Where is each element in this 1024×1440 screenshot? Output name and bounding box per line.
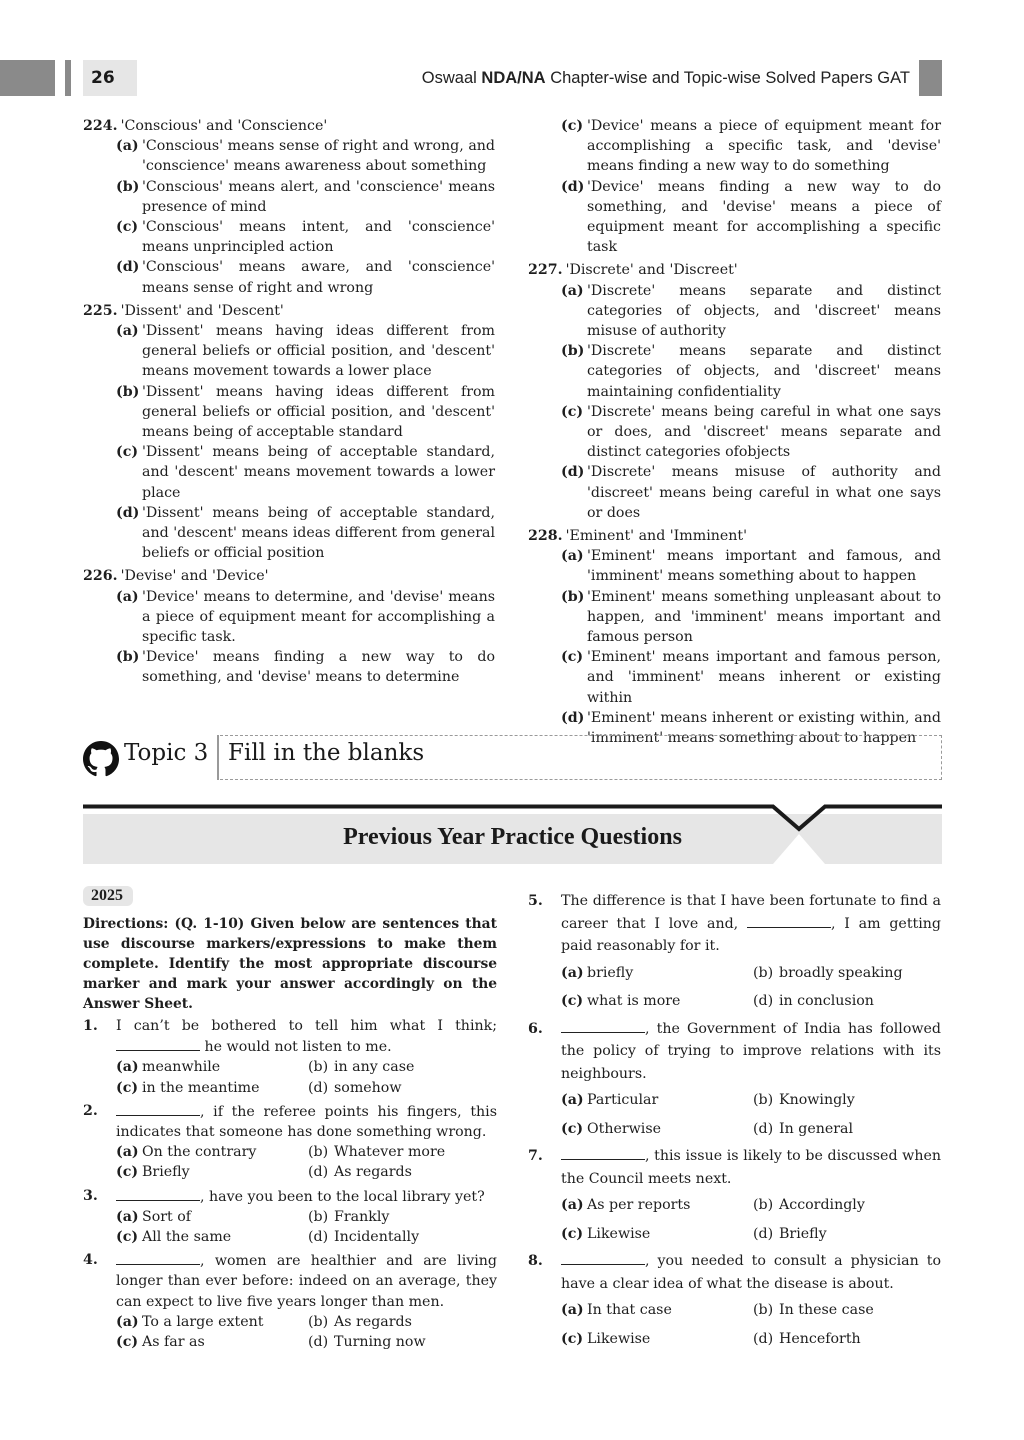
question-title: 'Discrete' and 'Discreet' bbox=[565, 262, 738, 279]
header-decor-block bbox=[0, 60, 55, 96]
blank bbox=[561, 1018, 645, 1033]
option-key: (a) bbox=[561, 1092, 584, 1108]
question-text bbox=[561, 1018, 941, 1086]
option-key: (b) bbox=[753, 1092, 774, 1108]
option-key: (c) bbox=[116, 1334, 139, 1351]
option-key: (d) bbox=[116, 259, 140, 276]
question-number: 228. bbox=[528, 528, 563, 545]
option-key: (b) bbox=[116, 649, 140, 666]
option-key: (b) bbox=[116, 383, 140, 400]
option-text: 'Dissent' means having ideas different from general beliefs or official position, and 'descent' means movement towards a lower place bbox=[142, 323, 495, 380]
question-227 bbox=[528, 260, 941, 523]
option-text: 'Eminent' means something unpleasant about to happen, and 'imminent' means important and famous person bbox=[587, 588, 941, 646]
option-text: All the same bbox=[142, 1229, 232, 1246]
option-text: in the meantime bbox=[142, 1079, 260, 1096]
option-key: (c) bbox=[561, 649, 584, 666]
option-key: (c) bbox=[561, 1330, 584, 1347]
option bbox=[83, 321, 495, 382]
practice-question-2 bbox=[83, 1101, 497, 1183]
option-c bbox=[116, 1332, 308, 1352]
option-key: (c) bbox=[116, 1229, 139, 1246]
blank bbox=[561, 1145, 645, 1160]
option-text: In these case bbox=[779, 1302, 874, 1318]
header-decor-block-right bbox=[919, 60, 942, 96]
option-text: Likewise bbox=[587, 1225, 651, 1242]
option-key: (d) bbox=[561, 178, 585, 195]
option-text: 'Dissent' means being of acceptable standard, and 'descent' means movement towards a lower place bbox=[142, 444, 495, 501]
option-text: As per reports bbox=[587, 1197, 691, 1213]
option-key: (d) bbox=[753, 993, 774, 1009]
option-key: (d) bbox=[753, 1330, 774, 1347]
question-226-continued bbox=[528, 116, 941, 257]
blank bbox=[116, 1036, 200, 1051]
option-text: 'Eminent' means inherent or existing within, and 'imminent' means something about to happen bbox=[587, 709, 941, 747]
topic-divider bbox=[217, 735, 219, 780]
option-key: (b) bbox=[753, 964, 774, 981]
option-b bbox=[753, 1299, 941, 1322]
option-text: Otherwise bbox=[587, 1120, 662, 1137]
question-number: 6. bbox=[528, 1020, 543, 1037]
option-text: 'Discrete' means separate and distinct categories of objects, and 'discreet' means maintaining confidentiality bbox=[587, 343, 941, 400]
option-key: (b) bbox=[116, 178, 140, 195]
option-d bbox=[308, 1227, 497, 1247]
option-text: broadly speaking bbox=[779, 964, 903, 981]
option-d bbox=[308, 1162, 497, 1182]
option-text: As far as bbox=[142, 1334, 205, 1351]
option-d bbox=[753, 1328, 941, 1351]
option bbox=[83, 257, 495, 297]
option-key: (b) bbox=[753, 1302, 774, 1318]
option bbox=[528, 402, 941, 463]
option-key: (a) bbox=[116, 138, 139, 155]
practice-question-4 bbox=[83, 1250, 497, 1352]
option bbox=[83, 647, 495, 687]
topic-label: Topic 3 bbox=[124, 740, 209, 766]
practice-question-7 bbox=[528, 1145, 941, 1245]
option-d bbox=[308, 1332, 497, 1352]
practice-right-column bbox=[528, 890, 941, 1355]
question-number: 3. bbox=[83, 1187, 98, 1204]
blank bbox=[116, 1250, 200, 1265]
question-text bbox=[116, 1186, 497, 1207]
option-d bbox=[753, 990, 941, 1013]
question-number: 7. bbox=[528, 1148, 543, 1164]
question-text-after: , you needed to consult a physician to have a clear idea of what the disease is about. bbox=[561, 1253, 941, 1292]
option-key: (a) bbox=[116, 1059, 139, 1076]
question-number: 1. bbox=[83, 1018, 98, 1034]
option-text: Turning now bbox=[334, 1334, 426, 1351]
option-text: Accordingly bbox=[779, 1197, 865, 1213]
question-225 bbox=[83, 301, 495, 564]
option-text: 'Eminent' means important and famous person, and 'imminent' means inherent or existing within bbox=[587, 649, 941, 706]
blank bbox=[747, 913, 831, 928]
option bbox=[83, 587, 495, 648]
option-key: (a) bbox=[116, 323, 139, 340]
option-text: In that case bbox=[587, 1302, 672, 1318]
option-a bbox=[116, 1207, 308, 1227]
option-b bbox=[308, 1312, 497, 1332]
option-key: (c) bbox=[561, 1120, 584, 1137]
question-number: 8. bbox=[528, 1253, 543, 1269]
option bbox=[528, 116, 941, 177]
option-key: (b) bbox=[753, 1197, 774, 1213]
option-text: 'Discrete' means misuse of authority and 'discreet' means being careful in what one says or does bbox=[587, 464, 941, 521]
question-228 bbox=[528, 526, 941, 748]
question-number: 4. bbox=[83, 1252, 98, 1269]
option-a bbox=[116, 1312, 308, 1332]
option-c bbox=[116, 1227, 308, 1247]
option-text: 'Conscious' means sense of right and wrong, and 'conscience' means awareness about something bbox=[142, 138, 495, 175]
option-text: Sort of bbox=[142, 1208, 192, 1225]
left-column bbox=[83, 116, 495, 688]
option bbox=[83, 442, 495, 503]
question-text-after: he would not listen to me. bbox=[200, 1039, 392, 1056]
practice-question-6 bbox=[528, 1018, 941, 1141]
option-text: 'Conscious' means aware, and 'conscience' means sense of right and wrong bbox=[142, 259, 495, 296]
option-text: 'Device' means finding a new way to do something, and 'devise' means a piece of equipment meant for accomplishing a specific task bbox=[587, 178, 941, 256]
option-text: 'Discrete' means being careful in what one says or does, and 'discreet' means separate and distinct categories ofobjects bbox=[587, 403, 941, 461]
option-text: 'Dissent' means having ideas different from general beliefs or official position, and 'descent' means being of acceptable standard bbox=[142, 383, 495, 441]
option-key: (a) bbox=[561, 282, 584, 299]
option-text: somehow bbox=[334, 1079, 402, 1096]
option-key: (b) bbox=[561, 343, 585, 360]
question-title: 'Eminent' and 'Imminent' bbox=[565, 528, 748, 545]
header-decor-bar bbox=[65, 60, 71, 96]
option-key: (a) bbox=[561, 548, 584, 565]
option-key: (d) bbox=[753, 1225, 774, 1242]
right-column bbox=[528, 116, 941, 748]
option-d bbox=[753, 1223, 941, 1246]
option-text: 'Discrete' means separate and distinct categories of objects, and 'discreet' means misuse of authority bbox=[587, 282, 941, 340]
option-text: 'Dissent' means being of acceptable standard, and 'descent' means ideas different from general beliefs or official position bbox=[142, 504, 495, 562]
option-key: (a) bbox=[561, 964, 584, 981]
question-text bbox=[561, 1250, 941, 1295]
option-text: Briefly bbox=[779, 1225, 827, 1242]
running-header bbox=[422, 64, 910, 92]
option-text: Likewise bbox=[587, 1330, 651, 1347]
practice-left-column bbox=[83, 886, 497, 1352]
option-a bbox=[116, 1057, 308, 1077]
option-key: (c) bbox=[561, 403, 584, 420]
option-key: (c) bbox=[561, 118, 584, 134]
question-title: 'Dissent' and 'Descent' bbox=[120, 302, 284, 319]
option-b bbox=[308, 1207, 497, 1227]
book-title: Chapter-wise and Topic-wise Solved Papers GAT bbox=[550, 69, 910, 87]
option-text: in conclusion bbox=[779, 993, 874, 1009]
option-text: 'Device' means finding a new way to do something, and 'devise' means to determine bbox=[142, 649, 495, 686]
option-key: (d) bbox=[308, 1164, 329, 1181]
option-b bbox=[753, 962, 941, 985]
publisher-name: Oswaal bbox=[421, 69, 477, 87]
option-b bbox=[753, 1089, 941, 1112]
option-a bbox=[561, 1194, 753, 1217]
directions: Directions: (Q. 1-10) Given below are sentences that use discourse markers/expressions to make them complete. Identify the most appropriate discourse marker and mark your answer accordingly on the Answer Sheet. bbox=[83, 916, 497, 1012]
pyq-banner bbox=[83, 804, 942, 864]
question-text-after: , the Government of India has followed the policy of trying to improve relations with its neighbours. bbox=[561, 1020, 941, 1082]
blank bbox=[561, 1250, 645, 1265]
question-226 bbox=[83, 566, 495, 687]
option-key: (a) bbox=[116, 588, 139, 605]
option-text: On the contrary bbox=[142, 1144, 257, 1161]
option-d bbox=[308, 1078, 497, 1098]
option-key: (b) bbox=[308, 1059, 329, 1076]
option-a bbox=[561, 1089, 753, 1112]
question-number: 227. bbox=[528, 262, 563, 279]
question-text bbox=[116, 1016, 497, 1057]
option-text: briefly bbox=[587, 964, 634, 981]
option-key: (b) bbox=[308, 1313, 329, 1330]
option bbox=[83, 177, 495, 217]
question-text bbox=[561, 890, 941, 958]
option-text: Particular bbox=[587, 1092, 659, 1108]
option-key: (a) bbox=[561, 1302, 584, 1318]
option-a bbox=[116, 1142, 308, 1162]
option-text: 'Device' means to determine, and 'devise' means a piece of equipment meant for accomplishing a specific task. bbox=[142, 588, 495, 646]
question-text-after: , have you been to the local library yet? bbox=[200, 1188, 485, 1205]
option-text: Frankly bbox=[334, 1208, 390, 1225]
option-key: (b) bbox=[308, 1208, 329, 1225]
option-c bbox=[561, 990, 753, 1013]
option-a bbox=[561, 1299, 753, 1322]
option-key: (a) bbox=[116, 1313, 139, 1330]
question-text bbox=[561, 1145, 941, 1190]
practice-question-3 bbox=[83, 1186, 497, 1248]
option-text: 'Eminent' means important and famous, and 'imminent' means something about to happen bbox=[587, 548, 941, 585]
option-key: (a) bbox=[116, 1208, 139, 1225]
option-b bbox=[753, 1194, 941, 1217]
option bbox=[528, 546, 941, 586]
option-text: 'Device' means a piece of equipment meant for accomplishing a specific task, and 'devise' means finding a new way to do something bbox=[587, 118, 941, 175]
option-text: Briefly bbox=[142, 1164, 190, 1181]
option-key: (c) bbox=[561, 1225, 584, 1242]
option-c bbox=[116, 1162, 308, 1182]
question-text-after: , this issue is likely to be discussed when the Council meets next. bbox=[561, 1148, 941, 1187]
option bbox=[528, 341, 941, 402]
option bbox=[528, 647, 941, 708]
blank bbox=[116, 1101, 200, 1116]
option-key: (d) bbox=[116, 504, 140, 521]
question-text-after: , women are healthier and are living longer than ever before: indeed on an average, they can expect to live five years longer than men. bbox=[116, 1253, 497, 1310]
option-text: in any case bbox=[334, 1059, 415, 1076]
option-c bbox=[561, 1118, 753, 1141]
option-key: (b) bbox=[561, 588, 585, 605]
option-text: As regards bbox=[334, 1313, 412, 1330]
question-number: 226. bbox=[83, 568, 118, 585]
topic-emblem-icon bbox=[83, 741, 119, 777]
question-text bbox=[116, 1101, 497, 1142]
option-b bbox=[308, 1142, 497, 1162]
blank bbox=[116, 1186, 200, 1201]
topic-heading bbox=[83, 735, 942, 780]
option-key: (c) bbox=[116, 1079, 139, 1096]
option-c bbox=[561, 1223, 753, 1246]
question-text bbox=[116, 1250, 497, 1312]
pyq-banner-title: Previous Year Practice Questions bbox=[343, 824, 682, 850]
option-key: (a) bbox=[116, 1144, 139, 1161]
option-key: (c) bbox=[116, 1164, 139, 1181]
topic-title: Fill in the blanks bbox=[228, 740, 425, 766]
option-key: (b) bbox=[308, 1144, 329, 1161]
option-text: 'Conscious' means alert, and 'conscience' means presence of mind bbox=[142, 178, 495, 215]
question-text-before: I can’t be bothered to tell him what I think; bbox=[116, 1018, 497, 1034]
question-title: 'Conscious' and 'Conscience' bbox=[120, 118, 328, 134]
option-d bbox=[753, 1118, 941, 1141]
option bbox=[83, 136, 495, 176]
option-text: meanwhile bbox=[142, 1059, 221, 1076]
question-number: 2. bbox=[83, 1102, 98, 1119]
question-number: 225. bbox=[83, 302, 118, 319]
series-name: NDA/NA bbox=[481, 69, 546, 87]
question-title: 'Devise' and 'Device' bbox=[120, 568, 269, 585]
option bbox=[528, 177, 941, 258]
option-text: Henceforth bbox=[779, 1330, 861, 1347]
year-badge: 2025 bbox=[83, 886, 133, 906]
option-key: (c) bbox=[561, 993, 584, 1009]
option bbox=[528, 281, 941, 342]
option-text: To a large extent bbox=[142, 1313, 264, 1330]
practice-question-5 bbox=[528, 890, 941, 1013]
option-text: Whatever more bbox=[334, 1144, 446, 1161]
option-c bbox=[116, 1078, 308, 1098]
practice-question-8 bbox=[528, 1250, 941, 1350]
question-number: 224. bbox=[83, 118, 118, 134]
question-text-after: , I am getting paid reasonably for it. bbox=[561, 915, 941, 954]
option-key: (d) bbox=[561, 709, 585, 726]
option-a bbox=[561, 962, 753, 985]
option-c bbox=[561, 1328, 753, 1351]
page-number: 26 bbox=[83, 60, 137, 96]
option-text: what is more bbox=[587, 993, 681, 1009]
option-text: In general bbox=[779, 1120, 854, 1137]
option-text: 'Conscious' means intent, and 'conscience' means unprincipled action bbox=[142, 219, 495, 256]
question-224 bbox=[83, 116, 495, 298]
option-b bbox=[308, 1057, 497, 1077]
question-number: 5. bbox=[528, 893, 543, 909]
question-text-before: The difference is that I have been fortunate to find a career that I love and, bbox=[561, 893, 941, 932]
option bbox=[83, 382, 495, 443]
option bbox=[83, 217, 495, 257]
option-text: As regards bbox=[334, 1164, 412, 1181]
option-key: (a) bbox=[561, 1197, 584, 1213]
option-key: (d) bbox=[308, 1079, 329, 1096]
option bbox=[83, 503, 495, 564]
option-key: (c) bbox=[116, 219, 139, 236]
question-text-after: , if the referee points his fingers, this indicates that someone has done something wrong. bbox=[116, 1103, 497, 1141]
option-key: (d) bbox=[753, 1120, 774, 1137]
option-key: (c) bbox=[116, 444, 139, 461]
option-text: Incidentally bbox=[334, 1229, 420, 1246]
option-text: Knowingly bbox=[779, 1092, 855, 1108]
option-key: (d) bbox=[308, 1334, 329, 1351]
option-key: (d) bbox=[561, 464, 585, 481]
practice-question-1 bbox=[83, 1016, 497, 1098]
option bbox=[528, 587, 941, 648]
option-key: (d) bbox=[308, 1229, 329, 1246]
option bbox=[528, 462, 941, 523]
